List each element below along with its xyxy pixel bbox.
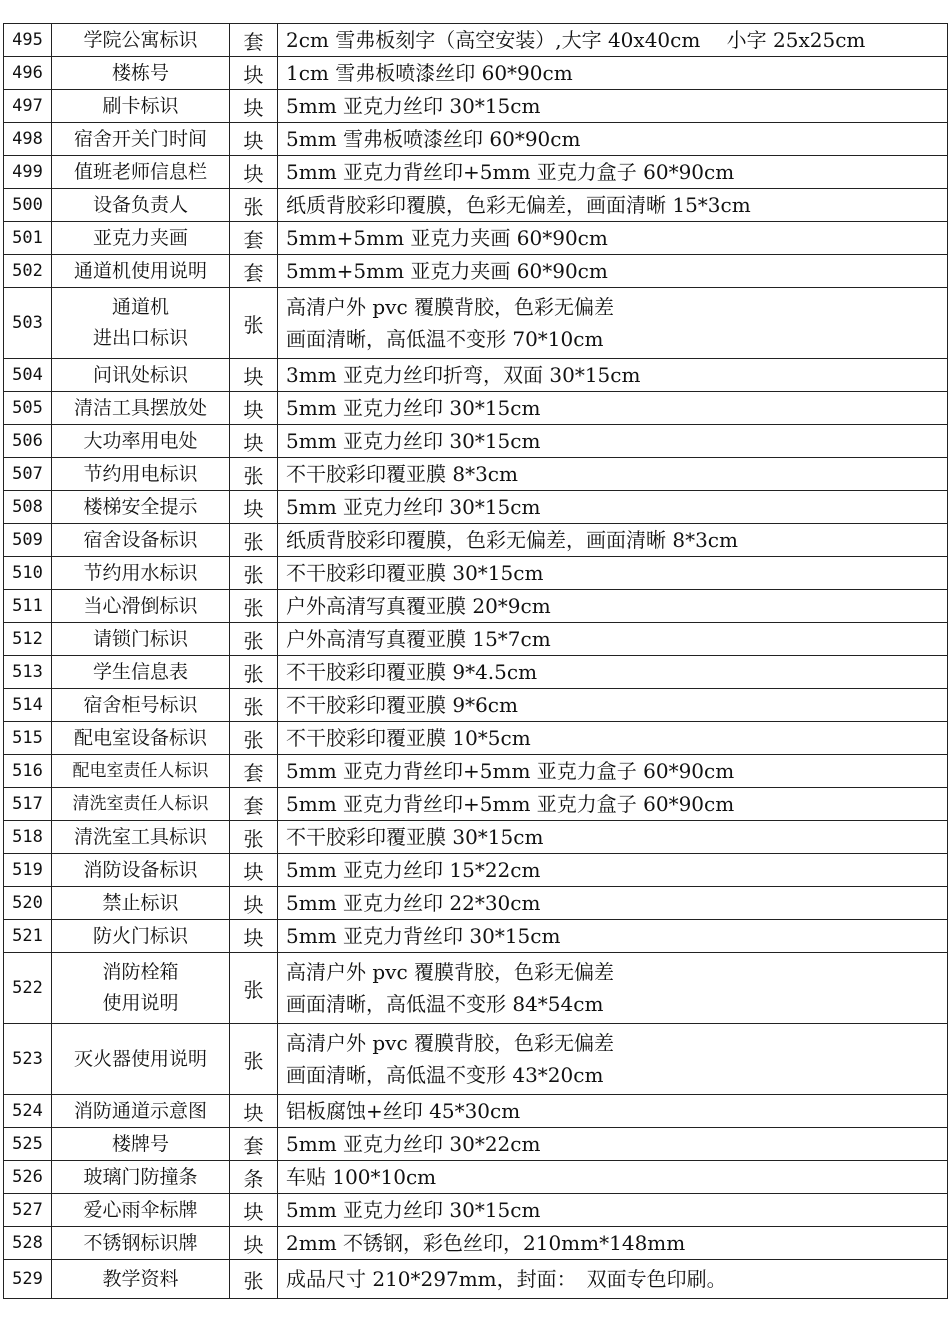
table-row xyxy=(4,821,948,854)
item-spec-line: 不干胶彩印覆亚膜 9*4.5cm xyxy=(286,660,538,684)
table-row xyxy=(4,689,948,722)
item-unit: 块 xyxy=(230,854,278,887)
item-unit: 张 xyxy=(230,458,278,491)
item-spec-line: 高清户外 pvc 覆膜背胶，色彩无偏差 xyxy=(286,1031,615,1055)
table-row xyxy=(4,90,948,123)
item-name-line: 玻璃门防撞条 xyxy=(83,1165,198,1188)
item-name-line: 消防设备标识 xyxy=(83,858,198,881)
item-name-line: 宿舍开关门时间 xyxy=(73,127,207,150)
item-name-line: 请锁门标识 xyxy=(92,627,188,650)
item-spec xyxy=(278,887,948,920)
item-spec xyxy=(278,821,948,854)
item-name xyxy=(52,24,230,57)
item-name-line: 灭火器使用说明 xyxy=(73,1047,207,1070)
item-unit: 张 xyxy=(230,524,278,557)
item-name-line: 不锈钢标识牌 xyxy=(83,1231,198,1254)
item-name xyxy=(52,359,230,392)
item-unit: 套 xyxy=(230,255,278,288)
item-spec-line: 5mm 亚克力丝印 15*22cm xyxy=(286,858,541,882)
table-row xyxy=(4,222,948,255)
item-spec xyxy=(278,1260,948,1299)
item-unit: 张 xyxy=(230,656,278,689)
row-number: 529 xyxy=(4,1260,52,1299)
item-name-line: 使用说明 xyxy=(102,992,179,1014)
item-unit: 张 xyxy=(230,1260,278,1299)
item-name xyxy=(52,1128,230,1161)
item-spec-line: 纸质背胶彩印覆膜，色彩无偏差，画面清晰 8*3cm xyxy=(286,528,738,552)
item-name-line: 教学资料 xyxy=(102,1267,179,1290)
item-unit: 张 xyxy=(230,623,278,656)
item-unit: 块 xyxy=(230,392,278,425)
table-row xyxy=(4,788,948,821)
item-unit: 块 xyxy=(230,491,278,524)
item-spec xyxy=(278,255,948,288)
item-spec-line: 5mm 亚克力丝印 30*15cm xyxy=(286,429,541,453)
item-name xyxy=(52,491,230,524)
row-number: 510 xyxy=(4,557,52,590)
item-spec xyxy=(278,689,948,722)
table-row xyxy=(4,1260,948,1299)
item-spec-line: 户外高清写真覆亚膜 15*7cm xyxy=(286,627,551,651)
item-name xyxy=(52,788,230,821)
table-row xyxy=(4,255,948,288)
item-spec-line: 纸质背胶彩印覆膜，色彩无偏差，画面清晰 15*3cm xyxy=(286,193,751,217)
item-spec xyxy=(278,788,948,821)
item-spec xyxy=(278,524,948,557)
item-spec xyxy=(278,222,948,255)
item-spec-line: 成品尺寸 210*297mm，封面： 双面专色印刷。 xyxy=(286,1267,727,1291)
row-number: 517 xyxy=(4,788,52,821)
item-unit: 块 xyxy=(230,1194,278,1227)
item-name-line: 消防栓箱 xyxy=(102,961,179,983)
item-spec-line: 不干胶彩印覆亚膜 8*3cm xyxy=(286,462,518,486)
item-spec-line: 画面清晰，高低温不变形 70*10cm xyxy=(286,327,604,351)
row-number: 518 xyxy=(4,821,52,854)
item-spec-line: 3mm 亚克力丝印折弯，双面 30*15cm xyxy=(286,363,641,387)
item-unit: 张 xyxy=(230,722,278,755)
item-spec xyxy=(278,425,948,458)
item-unit: 块 xyxy=(230,425,278,458)
item-name-line: 配电室责任人标识 xyxy=(72,760,209,781)
row-number: 505 xyxy=(4,392,52,425)
item-name xyxy=(52,524,230,557)
item-unit: 块 xyxy=(230,123,278,156)
item-unit: 套 xyxy=(230,1128,278,1161)
item-spec-line: 不干胶彩印覆亚膜 10*5cm xyxy=(286,726,531,750)
item-name xyxy=(52,222,230,255)
row-number: 503 xyxy=(4,288,52,359)
item-spec-line: 5mm 亚克力丝印 30*15cm xyxy=(286,94,541,118)
item-unit: 条 xyxy=(230,1161,278,1194)
item-name xyxy=(52,887,230,920)
item-unit: 张 xyxy=(230,557,278,590)
item-spec-line: 5mm+5mm 亚克力夹画 60*90cm xyxy=(286,226,608,250)
table-row xyxy=(4,288,948,359)
table-row xyxy=(4,656,948,689)
item-spec-line: 5mm 雪弗板喷漆丝印 60*90cm xyxy=(286,127,581,151)
row-number: 496 xyxy=(4,57,52,90)
table-row xyxy=(4,953,948,1024)
row-number: 524 xyxy=(4,1095,52,1128)
row-number: 507 xyxy=(4,458,52,491)
row-number: 506 xyxy=(4,425,52,458)
item-unit: 张 xyxy=(230,189,278,222)
item-name-line: 消防通道示意图 xyxy=(73,1099,207,1122)
item-name-line: 通道机使用说明 xyxy=(73,259,207,282)
item-unit: 张 xyxy=(230,1024,278,1095)
item-unit: 套 xyxy=(230,222,278,255)
item-spec-line: 5mm 亚克力背丝印+5mm 亚克力盒子 60*90cm xyxy=(286,759,735,783)
item-spec-line: 铝板腐蚀+丝印 45*30cm xyxy=(286,1099,521,1123)
item-unit: 套 xyxy=(230,755,278,788)
item-name xyxy=(52,189,230,222)
row-number: 500 xyxy=(4,189,52,222)
item-spec xyxy=(278,1128,948,1161)
item-unit: 块 xyxy=(230,920,278,953)
row-number: 495 xyxy=(4,24,52,57)
item-unit: 块 xyxy=(230,887,278,920)
item-spec xyxy=(278,755,948,788)
item-spec xyxy=(278,24,948,57)
item-name-line: 当心滑倒标识 xyxy=(83,594,198,617)
item-name xyxy=(52,1260,230,1299)
item-name-line: 清洗室责任人标识 xyxy=(72,793,209,814)
row-number: 514 xyxy=(4,689,52,722)
item-name xyxy=(52,1194,230,1227)
table-row xyxy=(4,854,948,887)
item-unit: 张 xyxy=(230,953,278,1024)
item-name xyxy=(52,392,230,425)
item-name xyxy=(52,1024,230,1095)
item-spec-line: 不干胶彩印覆亚膜 30*15cm xyxy=(286,825,544,849)
item-name-line: 进出口标识 xyxy=(92,327,188,349)
item-spec-line: 5mm 亚克力丝印 30*15cm xyxy=(286,396,541,420)
row-number: 511 xyxy=(4,590,52,623)
item-unit: 套 xyxy=(230,788,278,821)
table-row xyxy=(4,123,948,156)
table-row xyxy=(4,1024,948,1095)
item-spec xyxy=(278,90,948,123)
item-name xyxy=(52,656,230,689)
item-unit: 块 xyxy=(230,1227,278,1260)
item-name-line: 防火门标识 xyxy=(92,924,188,947)
item-spec xyxy=(278,953,948,1024)
item-spec xyxy=(278,854,948,887)
item-spec-line: 5mm+5mm 亚克力夹画 60*90cm xyxy=(286,259,608,283)
row-number: 497 xyxy=(4,90,52,123)
table-row xyxy=(4,920,948,953)
item-spec xyxy=(278,1227,948,1260)
item-spec-line: 5mm 亚克力背丝印 30*15cm xyxy=(286,924,561,948)
item-spec xyxy=(278,722,948,755)
item-name-line: 大功率用电处 xyxy=(83,429,198,452)
item-unit: 张 xyxy=(230,590,278,623)
item-name-line: 学院公寓标识 xyxy=(83,28,198,51)
item-name xyxy=(52,557,230,590)
row-number: 521 xyxy=(4,920,52,953)
item-name-line: 宿舍柜号标识 xyxy=(83,693,198,716)
table-row xyxy=(4,1161,948,1194)
item-name xyxy=(52,755,230,788)
item-spec-line: 5mm 亚克力丝印 30*15cm xyxy=(286,495,541,519)
item-spec-line: 2cm 雪弗板刻字（高空安装）,大字 40x40cm 小字 25x25cm xyxy=(286,28,866,52)
item-name-line: 值班老师信息栏 xyxy=(73,160,207,183)
item-spec-line: 画面清晰，高低温不变形 43*20cm xyxy=(286,1063,604,1087)
item-name xyxy=(52,1161,230,1194)
row-number: 509 xyxy=(4,524,52,557)
row-number: 525 xyxy=(4,1128,52,1161)
item-spec-line: 5mm 亚克力丝印 22*30cm xyxy=(286,891,541,915)
item-spec xyxy=(278,1161,948,1194)
item-unit: 套 xyxy=(230,24,278,57)
item-name xyxy=(52,1227,230,1260)
table-row xyxy=(4,57,948,90)
item-spec-line: 户外高清写真覆亚膜 20*9cm xyxy=(286,594,551,618)
row-number: 519 xyxy=(4,854,52,887)
item-name-line: 配电室设备标识 xyxy=(73,726,207,749)
row-number: 522 xyxy=(4,953,52,1024)
item-unit: 块 xyxy=(230,359,278,392)
table-row xyxy=(4,24,948,57)
row-number: 526 xyxy=(4,1161,52,1194)
item-name xyxy=(52,1095,230,1128)
item-name xyxy=(52,623,230,656)
item-spec xyxy=(278,623,948,656)
table-row xyxy=(4,590,948,623)
row-number: 520 xyxy=(4,887,52,920)
item-name-line: 刷卡标识 xyxy=(102,94,179,117)
item-name-line: 清洗室工具标识 xyxy=(73,825,207,848)
item-unit: 块 xyxy=(230,156,278,189)
item-name xyxy=(52,255,230,288)
item-spec-line: 车贴 100*10cm xyxy=(286,1165,437,1189)
item-spec xyxy=(278,156,948,189)
item-name xyxy=(52,288,230,359)
item-spec xyxy=(278,1194,948,1227)
item-name-line: 楼栋号 xyxy=(111,61,169,84)
row-number: 499 xyxy=(4,156,52,189)
item-spec xyxy=(278,123,948,156)
item-spec xyxy=(278,392,948,425)
item-spec-line: 高清户外 pvc 覆膜背胶，色彩无偏差 xyxy=(286,295,615,319)
item-name-line: 宿舍设备标识 xyxy=(83,528,198,551)
table-row xyxy=(4,491,948,524)
row-number: 501 xyxy=(4,222,52,255)
item-name-line: 节约用水标识 xyxy=(83,561,198,584)
row-number: 516 xyxy=(4,755,52,788)
item-name-line: 禁止标识 xyxy=(102,891,179,914)
item-unit: 块 xyxy=(230,90,278,123)
row-number: 515 xyxy=(4,722,52,755)
item-name xyxy=(52,689,230,722)
table-row xyxy=(4,156,948,189)
table-row xyxy=(4,1128,948,1161)
table-row xyxy=(4,722,948,755)
item-spec xyxy=(278,189,948,222)
table-row xyxy=(4,524,948,557)
item-spec xyxy=(278,590,948,623)
item-unit: 块 xyxy=(230,57,278,90)
table-row xyxy=(4,557,948,590)
spec-table xyxy=(3,23,948,1299)
item-name-line: 爱心雨伞标牌 xyxy=(83,1198,198,1221)
item-spec xyxy=(278,920,948,953)
item-name xyxy=(52,722,230,755)
item-name xyxy=(52,156,230,189)
item-spec xyxy=(278,557,948,590)
item-spec-line: 不干胶彩印覆亚膜 9*6cm xyxy=(286,693,518,717)
item-spec xyxy=(278,57,948,90)
row-number: 498 xyxy=(4,123,52,156)
row-number: 523 xyxy=(4,1024,52,1095)
item-spec-line: 不干胶彩印覆亚膜 30*15cm xyxy=(286,561,544,585)
item-spec-line: 5mm 亚克力背丝印+5mm 亚克力盒子 60*90cm xyxy=(286,792,735,816)
item-spec xyxy=(278,288,948,359)
item-spec-line: 高清户外 pvc 覆膜背胶，色彩无偏差 xyxy=(286,960,615,984)
item-spec xyxy=(278,359,948,392)
table-row xyxy=(4,1194,948,1227)
row-number: 527 xyxy=(4,1194,52,1227)
table-row xyxy=(4,189,948,222)
item-name-line: 学生信息表 xyxy=(92,660,188,683)
table-row xyxy=(4,1095,948,1128)
item-name-line: 通道机 xyxy=(111,296,169,318)
spec-table-body xyxy=(4,24,948,1299)
item-unit: 块 xyxy=(230,1095,278,1128)
row-number: 502 xyxy=(4,255,52,288)
item-spec-line: 5mm 亚克力丝印 30*15cm xyxy=(286,1198,541,1222)
item-name-line: 清洁工具摆放处 xyxy=(73,396,207,419)
item-name xyxy=(52,90,230,123)
table-row xyxy=(4,425,948,458)
table-row xyxy=(4,1227,948,1260)
item-name xyxy=(52,425,230,458)
item-name xyxy=(52,821,230,854)
table-row xyxy=(4,392,948,425)
row-number: 513 xyxy=(4,656,52,689)
row-number: 512 xyxy=(4,623,52,656)
item-name-line: 楼牌号 xyxy=(111,1132,169,1155)
item-name xyxy=(52,458,230,491)
item-spec xyxy=(278,1095,948,1128)
table-row xyxy=(4,887,948,920)
item-name-line: 楼梯安全提示 xyxy=(83,495,198,518)
item-spec-line: 5mm 亚克力丝印 30*22cm xyxy=(286,1132,541,1156)
item-name xyxy=(52,123,230,156)
item-spec xyxy=(278,491,948,524)
item-spec-line: 画面清晰，高低温不变形 84*54cm xyxy=(286,992,604,1016)
item-unit: 张 xyxy=(230,821,278,854)
item-spec xyxy=(278,458,948,491)
item-name xyxy=(52,920,230,953)
item-name-line: 亚克力夹画 xyxy=(92,226,188,249)
table-row xyxy=(4,755,948,788)
table-row xyxy=(4,623,948,656)
table-row xyxy=(4,458,948,491)
item-name xyxy=(52,590,230,623)
table-row xyxy=(4,359,948,392)
item-spec-line: 1cm 雪弗板喷漆丝印 60*90cm xyxy=(286,61,573,85)
item-unit: 张 xyxy=(230,288,278,359)
item-name-line: 设备负责人 xyxy=(92,193,188,216)
item-spec xyxy=(278,656,948,689)
item-name xyxy=(52,854,230,887)
item-name xyxy=(52,57,230,90)
item-unit: 张 xyxy=(230,689,278,722)
row-number: 508 xyxy=(4,491,52,524)
row-number: 528 xyxy=(4,1227,52,1260)
item-spec-line: 5mm 亚克力背丝印+5mm 亚克力盒子 60*90cm xyxy=(286,160,735,184)
row-number: 504 xyxy=(4,359,52,392)
item-name-line: 节约用电标识 xyxy=(83,462,198,485)
item-spec xyxy=(278,1024,948,1095)
item-name-line: 问讯处标识 xyxy=(92,363,188,386)
item-spec-line: 2mm 不锈钢，彩色丝印，210mm*148mm xyxy=(286,1231,686,1255)
item-name xyxy=(52,953,230,1024)
